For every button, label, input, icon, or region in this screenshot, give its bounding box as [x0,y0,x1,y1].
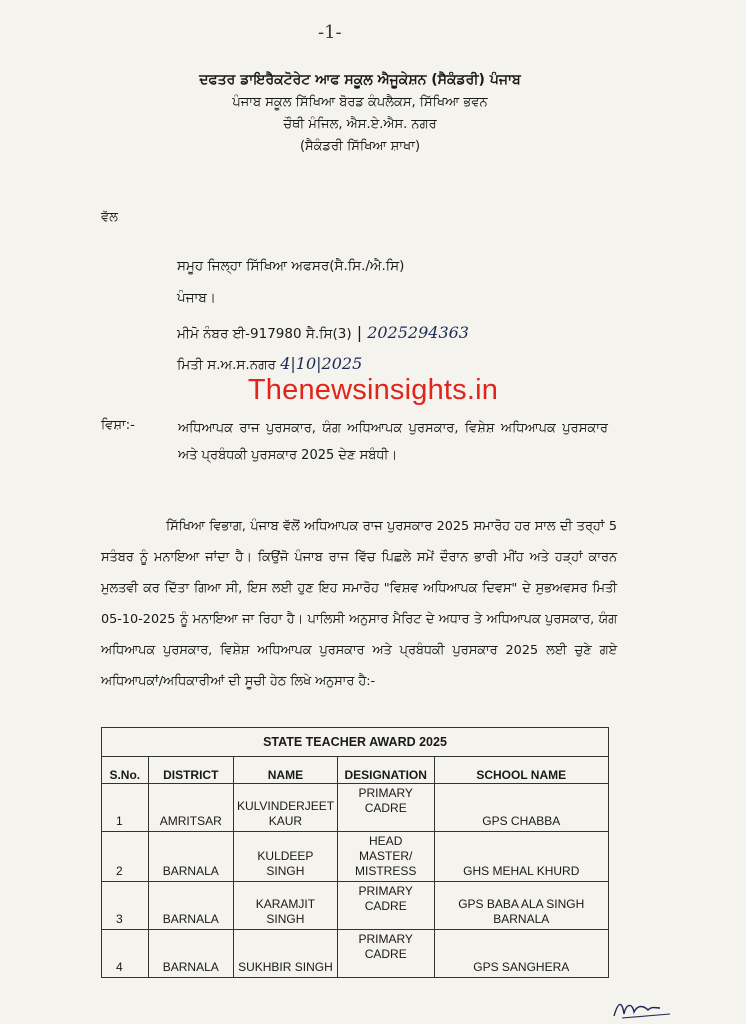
page-number: -1- [318,22,342,43]
date-line [177,354,362,373]
cell-designation: PRIMARY CADRE [337,930,434,978]
table-header-row [102,757,609,784]
date-label: ਮਿਤੀ ਸ.ਅ.ਸ.ਨਗਰ [177,357,276,373]
cell-designation: PRIMARY CADRE [337,784,434,832]
signature [612,996,682,1022]
office-complex: ਪੰਜਾਬ ਸਕੂਲ ਸਿੱਖਿਆ ਬੋਰਡ ਕੰਪਲੈਕਸ, ਸਿੱਖਿਆ ਭਵਨ [232,95,488,110]
table-row [102,832,609,882]
col-designation: DESIGNATION [337,757,434,784]
cell-name: KULVINDERJEET KAUR [233,784,337,832]
cell-sno: 2 [102,832,149,882]
office-floor: ਚੌਥੀ ਮੰਜਿਲ, ਐਸ.ਏ.ਐਸ. ਨਗਰ [283,117,437,132]
col-sno: S.No. [102,757,149,784]
cell-district: AMRITSAR [148,784,233,832]
subject-label: ਵਿਸ਼ਾ:- [101,418,135,433]
cell-name: KULDEEP SINGH [233,832,337,882]
table-row [102,882,609,930]
cell-district: BARNALA [148,882,233,930]
office-name: ਦਫਤਰ ਡਾਇਰੈਕਟੋਰੇਟ ਆਫ ਸਕੂਲ ਐਜੂਕੇਸ਼ਨ (ਸੈਕੰਡਰੀ) ਪੰਜਾਬ [199,72,521,88]
office-branch: (ਸੈਕੰਡਰੀ ਸਿੱਖਿਆ ਸ਼ਾਖਾ) [299,139,421,154]
cell-district: BARNALA [148,930,233,978]
memo-line: ਮੀਮੋ ਨੰਬਰ ਈ-917980 ਸੈ.ਸਿ(3) | 2025294363 [177,323,469,342]
body-paragraph: ਸਿੱਖਿਆ ਵਿਭਾਗ, ਪੰਜਾਬ ਵੱਲੋਂ ਅਧਿਆਪਕ ਰਾਜ ਪੁਰਸਕਾਰ 2025 ਸਮਾਰੋਹ ਹਰ ਸਾਲ ਦੀ ਤਰ੍ਹਾਂ 5 ਸਤੰਬਰ ਨੂੰ ਮਨਾਇਆ ਜਾਂਦਾ ਹੈ। ਕਿਉਂਜੋ ਪੰਜਾਬ ਰਾਜ ਵਿੱਚ ਪਿਛਲੇ ਸਮੇਂ ਦੌਰਾਨ ਭਾਰੀ ਮੀਂਹ ਅਤੇ ਹੜ੍ਹਾਂ ਕਾਰਨ ਮੁਲਤਵੀ ਕਰ ਦਿੱਤਾ ਗਿਆ ਸੀ, ਇਸ ਲਈ ਹੁਣ ਇਹ ਸਮਾਰੋਹ "ਵਿਸ਼ਵ ਅਧਿਆਪਕ ਦਿਵਸ" ਦੇ ਸੁਭਅਵਸਰ ਮਿਤੀ 05-10-2025 ਨੂੰ ਮਨਾਇਆ ਜਾ ਰਿਹਾ ਹੈ। ਪਾਲਿਸੀ ਅਨੁਸਾਰ ਮੈਰਿਟ ਦੇ ਅਧਾਰ ਤੇ ਅਧਿਆਪਕ ਪੁਰਸਕਾਰ, ਯੰਗ ਅਧਿਆਪਕ ਪੁਰਸਕਾਰ, ਵਿਸ਼ੇਸ਼ ਅਧਿਆਪਕ ਪੁਰਸਕਾਰ ਅਤੇ ਪ੍ਰਬੰਧਕੀ ਪੁਰਸਕਾਰ 2025 ਲਈ ਚੁਣੇ ਗਏ ਅਧਿਆਪਕਾਂ/ਅਧਿਕਾਰੀਆਂ ਦੀ ਸੂਚੀ ਹੇਠ ਲਿਖੇ ਅਨੁਸਾਰ ਹੈ:- [101,519,617,689]
table-title: STATE TEACHER AWARD 2025 [102,728,609,757]
date-handwritten: 4|10|2025 [280,354,363,373]
to-label: ਵੱਲ [101,210,118,225]
cell-name: KARAMJIT SINGH [233,882,337,930]
cell-district: BARNALA [148,832,233,882]
recipient: ਸਮੂਹ ਜਿਲ੍ਹਾ ਸਿੱਖਿਆ ਅਫਸਰ(ਸੈ.ਸਿ./ਐ.ਸਿ) [177,258,405,274]
cell-sno: 4 [102,930,149,978]
letterhead [160,72,560,161]
table-row [102,930,609,978]
subject-text: ਅਧਿਆਪਕ ਰਾਜ ਪੁਰਸਕਾਰ, ਯੰਗ ਅਧਿਆਪਕ ਪੁਰਸਕਾਰ, ਵਿਸ਼ੇਸ਼ ਅਧਿਆਪਕ ਪੁਰਸਕਾਰ ਅਤੇ ਪ੍ਰਬੰਧਕੀ ਪੁਰਸਕਾਰ 2025 ਦੇਣ ਸਬੰਧੀ। [178,421,608,463]
cell-school: GPS SANGHERA [434,930,609,978]
cell-sno: 3 [102,882,149,930]
cell-sno: 1 [102,784,149,832]
cell-designation: PRIMARY CADRE [337,882,434,930]
cell-name: SUKHBIR SINGH [233,930,337,978]
cell-designation: HEAD MASTER/ MISTRESS [337,832,434,882]
recipient-state: ਪੰਜਾਬ। [177,290,216,306]
cell-school: GHS MEHAL KHURD [434,832,609,882]
table-row [102,784,609,832]
cell-school: GPS BABA ALA SINGH BARNALA [434,882,609,930]
cell-school: GPS CHABBA [434,784,609,832]
memo-handwritten-number: 2025294363 [367,323,469,342]
col-school: SCHOOL NAME [434,757,609,784]
col-district: DISTRICT [148,757,233,784]
award-table [101,727,609,978]
memo-number: ਮੀਮੋ ਨੰਬਰ ਈ-917980 ਸੈ.ਸਿ(3) [177,326,352,342]
watermark: Thenewsinsights.in [247,374,499,406]
col-name: NAME [233,757,337,784]
